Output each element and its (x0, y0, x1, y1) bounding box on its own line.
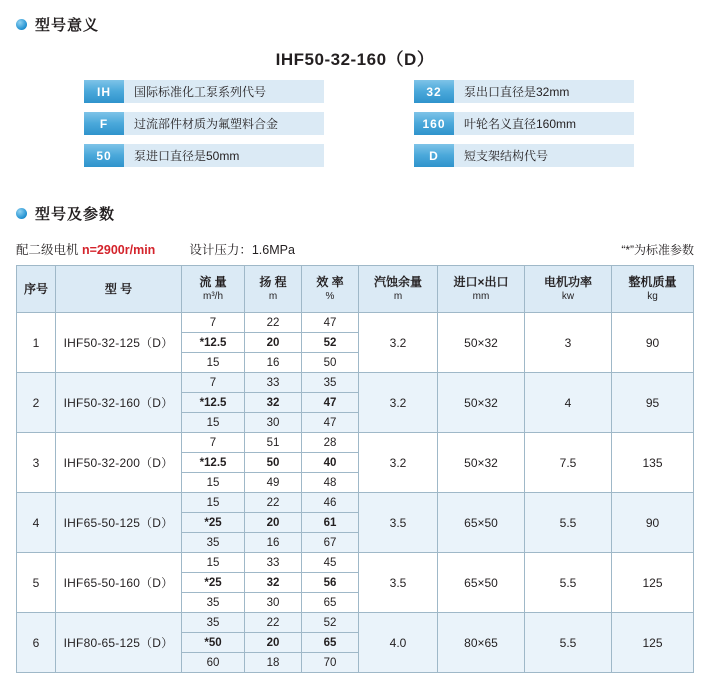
cell-no: 5 (17, 553, 56, 613)
cell-efficiency: 50 (302, 353, 359, 373)
cell-inlet-outlet: 50×32 (438, 373, 525, 433)
cell-inlet-outlet: 50×32 (438, 313, 525, 373)
cell-efficiency: 35 (302, 373, 359, 393)
col-header-head-title: 扬 程 (259, 275, 287, 290)
cell-head: 16 (245, 353, 302, 373)
section-heading-2-label: 型号及参数 (35, 206, 116, 223)
cell-head: 30 (245, 593, 302, 613)
standard-param-note: “*”为标准参数 (621, 243, 694, 257)
legend-description: 叶轮名义直径160mm (454, 112, 634, 135)
cell-efficiency: 47 (302, 393, 359, 413)
cell-flow: 15 (182, 553, 245, 573)
cell-efficiency: 47 (302, 413, 359, 433)
col-header-model (56, 266, 182, 313)
legend-column-left (0, 80, 355, 176)
cell-model: IHF80-65-125（D） (56, 613, 182, 673)
cell-head: 22 (245, 613, 302, 633)
col-header-power (525, 266, 612, 313)
cell-head: 20 (245, 633, 302, 653)
cell-flow: 7 (182, 373, 245, 393)
legend-item (355, 144, 710, 167)
legend-description: 泵进口直径是50mm (124, 144, 324, 167)
cell-flow: 15 (182, 413, 245, 433)
col-header-efficiency-title: 效 率 (316, 275, 344, 290)
cell-npsh: 3.2 (359, 373, 438, 433)
legend-code: IH (84, 80, 124, 103)
motor-label: 配二级电机 (16, 243, 79, 257)
cell-head: 20 (245, 333, 302, 353)
cell-head: 51 (245, 433, 302, 453)
cell-mass: 95 (612, 373, 694, 433)
cell-npsh: 3.5 (359, 493, 438, 553)
col-header-power-unit: kw (561, 291, 575, 303)
cell-no: 3 (17, 433, 56, 493)
cell-no: 4 (17, 493, 56, 553)
cell-power: 5.5 (525, 493, 612, 553)
cell-head: 50 (245, 453, 302, 473)
cell-npsh: 3.2 (359, 433, 438, 493)
legend-item (0, 144, 355, 167)
motor-spec (16, 240, 155, 258)
cell-efficiency: 48 (302, 473, 359, 493)
cell-model: IHF65-50-160（D） (56, 553, 182, 613)
legend-item (355, 112, 710, 135)
cell-head: 16 (245, 533, 302, 553)
cell-flow-standard: *25 (182, 573, 245, 593)
cell-inlet-outlet: 50×32 (438, 433, 525, 493)
cell-efficiency: 65 (302, 633, 359, 653)
cell-npsh: 3.5 (359, 553, 438, 613)
col-header-head-unit: m (268, 291, 278, 303)
col-header-npsh-unit: m (393, 291, 403, 303)
cell-efficiency: 67 (302, 533, 359, 553)
cell-inlet-outlet: 65×50 (438, 553, 525, 613)
legend-description: 泵出口直径是32mm (454, 80, 634, 103)
cell-head: 32 (245, 393, 302, 413)
legend-code: 32 (414, 80, 454, 103)
table-row (17, 493, 694, 513)
cell-no: 2 (17, 373, 56, 433)
cell-efficiency: 40 (302, 453, 359, 473)
section-heading-1-label: 型号意义 (35, 17, 100, 34)
bullet-icon (16, 19, 27, 30)
cell-mass: 125 (612, 613, 694, 673)
cell-head: 33 (245, 553, 302, 573)
cell-flow: 35 (182, 533, 245, 553)
cell-flow: 60 (182, 653, 245, 673)
cell-power: 3 (525, 313, 612, 373)
col-header-power-title: 电机功率 (543, 275, 592, 290)
legend-item (0, 80, 355, 103)
col-header-mass-title: 整机质量 (628, 275, 677, 290)
table-row (17, 313, 694, 333)
cell-head: 32 (245, 573, 302, 593)
table-header-row (17, 266, 694, 313)
cell-power: 5.5 (525, 553, 612, 613)
col-header-head (245, 266, 302, 313)
cell-mass: 90 (612, 313, 694, 373)
cell-power: 5.5 (525, 613, 612, 673)
legend-code: F (84, 112, 124, 135)
motor-speed: n=2900r/min (82, 243, 156, 257)
cell-head: 30 (245, 413, 302, 433)
col-header-efficiency (302, 266, 359, 313)
col-header-flow-title: 流 量 (199, 275, 227, 290)
cell-efficiency: 52 (302, 333, 359, 353)
col-header-inlet-outlet (438, 266, 525, 313)
cell-flow-standard: *12.5 (182, 453, 245, 473)
legend-container (0, 80, 710, 176)
legend-description: 国际标准化工泵系列代号 (124, 80, 324, 103)
cell-efficiency: 65 (302, 593, 359, 613)
col-header-flow (182, 266, 245, 313)
cell-head: 33 (245, 373, 302, 393)
cell-head: 18 (245, 653, 302, 673)
cell-flow: 15 (182, 353, 245, 373)
cell-flow: 15 (182, 473, 245, 493)
col-header-inlet-outlet-unit: mm (472, 291, 490, 303)
cell-flow-standard: *50 (182, 633, 245, 653)
col-header-inlet-outlet-title: 进口×出口 (453, 275, 509, 290)
cell-mass: 135 (612, 433, 694, 493)
cell-efficiency: 47 (302, 313, 359, 333)
cell-mass: 90 (612, 493, 694, 553)
legend-code: 50 (84, 144, 124, 167)
cell-efficiency: 52 (302, 613, 359, 633)
cell-model: IHF50-32-200（D） (56, 433, 182, 493)
section-heading-model-meaning (16, 14, 99, 35)
cell-power: 4 (525, 373, 612, 433)
cell-power: 7.5 (525, 433, 612, 493)
table-row (17, 433, 694, 453)
cell-inlet-outlet: 80×65 (438, 613, 525, 673)
parameters-line (16, 240, 694, 258)
cell-npsh: 4.0 (359, 613, 438, 673)
cell-flow-standard: *12.5 (182, 393, 245, 413)
legend-item (0, 112, 355, 135)
col-header-model-title: 型 号 (104, 281, 133, 296)
page-title: IHF50-32-160（D） (275, 50, 435, 69)
col-header-no (17, 266, 56, 313)
cell-efficiency: 28 (302, 433, 359, 453)
cell-efficiency: 46 (302, 493, 359, 513)
col-header-npsh-title: 汽蚀余量 (373, 275, 422, 290)
cell-flow: 15 (182, 493, 245, 513)
col-header-mass-unit: kg (647, 291, 658, 303)
cell-flow: 7 (182, 433, 245, 453)
col-header-npsh (359, 266, 438, 313)
table-row (17, 613, 694, 633)
legend-description: 过流部件材质为氟塑料合金 (124, 112, 324, 135)
col-header-flow-unit: m³/h (203, 291, 223, 303)
cell-no: 6 (17, 613, 56, 673)
cell-flow: 35 (182, 593, 245, 613)
legend-item (355, 80, 710, 103)
cell-flow: 35 (182, 613, 245, 633)
legend-code: D (414, 144, 454, 167)
spec-table (16, 265, 694, 673)
cell-inlet-outlet: 65×50 (438, 493, 525, 553)
cell-no: 1 (17, 313, 56, 373)
col-header-no-title: 序号 (23, 281, 48, 296)
cell-model: IHF50-32-160（D） (56, 373, 182, 433)
cell-efficiency: 61 (302, 513, 359, 533)
bullet-icon (16, 208, 27, 219)
cell-efficiency: 70 (302, 653, 359, 673)
table-row (17, 553, 694, 573)
design-pressure: 设计压力：1.6MPa (189, 243, 295, 257)
cell-head: 49 (245, 473, 302, 493)
table-row (17, 373, 694, 393)
col-header-efficiency-unit: % (325, 291, 335, 303)
cell-head: 22 (245, 313, 302, 333)
cell-efficiency: 45 (302, 553, 359, 573)
cell-flow-standard: *12.5 (182, 333, 245, 353)
cell-npsh: 3.2 (359, 313, 438, 373)
cell-efficiency: 56 (302, 573, 359, 593)
cell-flow: 7 (182, 313, 245, 333)
section-heading-models-and-params (16, 203, 115, 224)
legend-description: 短支架结构代号 (454, 144, 634, 167)
cell-model: IHF65-50-125（D） (56, 493, 182, 553)
cell-head: 22 (245, 493, 302, 513)
cell-mass: 125 (612, 553, 694, 613)
legend-column-right (355, 80, 710, 176)
col-header-mass (612, 266, 694, 313)
cell-head: 20 (245, 513, 302, 533)
cell-flow-standard: *25 (182, 513, 245, 533)
cell-model: IHF50-32-125（D） (56, 313, 182, 373)
legend-code: 160 (414, 112, 454, 135)
